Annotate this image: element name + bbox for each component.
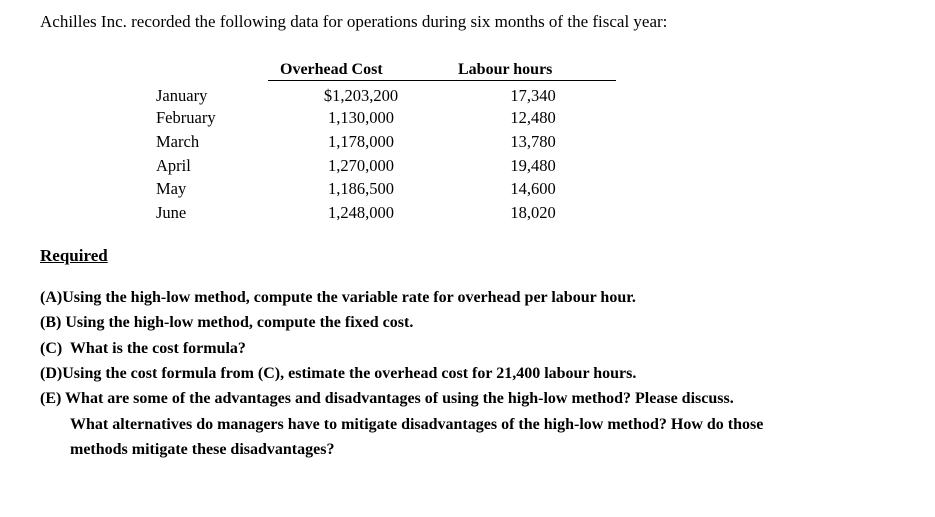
question-a bbox=[40, 289, 636, 307]
month-cell: May bbox=[156, 179, 187, 198]
question-label: (B) bbox=[40, 314, 62, 331]
question-label: (A) bbox=[40, 289, 63, 306]
cost-cell: 1,270,000 bbox=[328, 156, 394, 175]
question-d bbox=[40, 365, 636, 383]
month-cell: January bbox=[156, 86, 208, 105]
cost-cell: $1,203,200 bbox=[323, 86, 399, 105]
hours-cell: 17,340 bbox=[510, 86, 556, 105]
question-label: (C) bbox=[40, 340, 63, 357]
month-cell: February bbox=[156, 108, 216, 127]
question-e bbox=[40, 390, 734, 408]
month-cell: April bbox=[156, 156, 191, 175]
header-rule bbox=[268, 80, 616, 81]
month-cell: June bbox=[156, 203, 187, 222]
hours-cell: 14,600 bbox=[510, 179, 556, 198]
overhead-cost-header: Overhead Cost bbox=[280, 61, 383, 78]
labour-hours-header: Labour hours bbox=[458, 61, 553, 78]
question-label: (E) bbox=[40, 390, 62, 407]
hours-cell: 13,780 bbox=[510, 132, 556, 151]
question-e-continuation: methods mitigate these disadvantages? bbox=[70, 441, 335, 458]
cost-cell: 1,186,500 bbox=[328, 179, 394, 198]
intro-text: Achilles Inc. recorded the following data for operations during six months of the fiscal year: bbox=[40, 12, 668, 31]
question-text: Using the cost formula from (C), estimate the overhead cost for 21,400 labour hours. bbox=[62, 365, 637, 382]
question-e-continuation: What alternatives do managers have to mitigate disadvantages of the high-low method? How do those bbox=[70, 416, 764, 433]
required-heading: Required bbox=[40, 246, 108, 265]
question-text: What is the cost formula? bbox=[62, 340, 246, 357]
hours-cell: 18,020 bbox=[510, 203, 556, 222]
question-c bbox=[40, 340, 246, 358]
question-text: What are some of the advantages and disadvantages of using the high-low method? Please discuss. bbox=[61, 390, 734, 407]
question-b bbox=[40, 314, 413, 332]
cost-cell: 1,248,000 bbox=[328, 203, 394, 222]
question-text: Using the high-low method, compute the variable rate for overhead per labour hour. bbox=[62, 289, 636, 306]
hours-cell: 19,480 bbox=[510, 156, 556, 175]
cost-cell: 1,178,000 bbox=[328, 132, 394, 151]
month-cell: March bbox=[156, 132, 200, 151]
question-text: Using the high-low method, compute the fixed cost. bbox=[61, 314, 414, 331]
question-label: (D) bbox=[40, 365, 63, 382]
cost-cell: 1,130,000 bbox=[328, 108, 394, 127]
hours-cell: 12,480 bbox=[510, 108, 556, 127]
